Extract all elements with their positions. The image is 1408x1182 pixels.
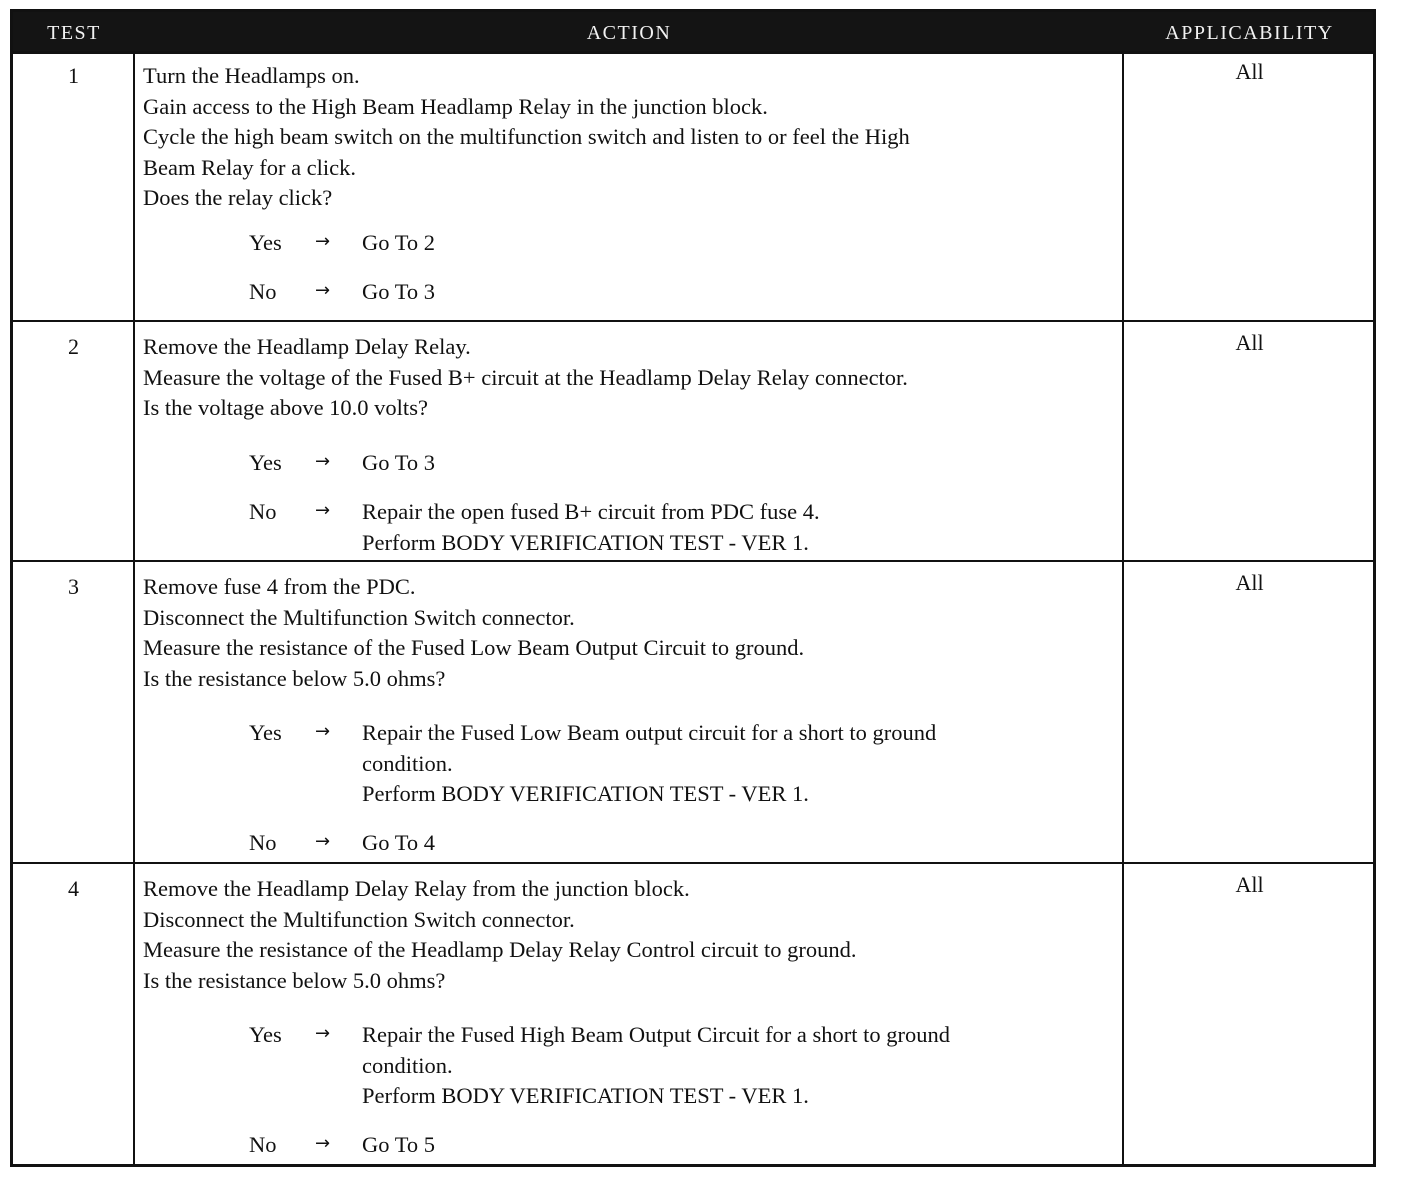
yes-answer [143, 448, 435, 479]
applicability-value: All [1235, 59, 1264, 84]
action-step: Beam Relay for a click. [143, 154, 357, 180]
no-answer-result [362, 277, 435, 308]
action-step: Measure the voltage of the Fused B+ circuit at the Headlamp Delay Relay connector. [143, 364, 908, 390]
yes-answer-label: Yes [249, 450, 282, 475]
yes-answer [143, 718, 936, 810]
result-line: condition. [362, 750, 453, 776]
action-cell [143, 51, 1121, 332]
arrow-icon: → [315, 500, 331, 521]
no-answer-result [362, 497, 820, 558]
arrow-icon: → [315, 831, 331, 852]
result-line: Go To 3 [362, 450, 436, 475]
header-applicability: APPLICABILITY [1165, 22, 1334, 44]
action-step: Remove fuse 4 from the PDC. [143, 574, 416, 599]
no-answer [143, 828, 435, 859]
yes-answer-result [362, 448, 435, 479]
table-row [13, 51, 1373, 322]
action-step: Gain access to the High Beam Headlamp Relay in the junction block. [143, 93, 768, 119]
no-answer-label: No [249, 279, 277, 304]
arrow-icon: → [315, 451, 331, 472]
yes-answer [143, 228, 435, 259]
arrow-icon: → [315, 1023, 331, 1044]
no-answer-label: No [249, 830, 277, 855]
action-step: Disconnect the Multifunction Switch connector. [143, 604, 575, 630]
yes-answer-label: Yes [249, 1022, 282, 1047]
yes-answer-result [362, 1020, 950, 1112]
yes-answer-label: Yes [249, 720, 282, 745]
no-answer [143, 277, 435, 308]
result-line: Repair the Fused High Beam Output Circuit for a short to ground [362, 1022, 951, 1047]
table-row [13, 322, 1373, 562]
result-line: Perform BODY VERIFICATION TEST - VER 1. [362, 529, 809, 555]
diagnostic-table [10, 9, 1376, 1167]
result-line: Perform BODY VERIFICATION TEST - VER 1. [362, 781, 809, 806]
result-line: Go To 5 [362, 1132, 436, 1157]
action-step: Turn the Headlamps on. [143, 63, 360, 88]
action-step: Remove the Headlamp Delay Relay. [143, 334, 471, 359]
applicability-value: All [1235, 872, 1264, 897]
action-cell [143, 562, 1121, 874]
applicability-value: All [1235, 570, 1264, 595]
result-line: Go To 4 [362, 830, 436, 855]
action-step: Is the resistance below 5.0 ohms? [143, 665, 446, 691]
no-answer-result [362, 1130, 435, 1161]
test-number: 1 [68, 63, 79, 88]
action-step: Does the relay click? [143, 185, 333, 210]
test-number: 4 [68, 876, 79, 901]
action-step: Cycle the high beam switch on the multifunction switch and listen to or feel the High [143, 124, 910, 149]
no-answer-label: No [249, 1132, 277, 1157]
applicability-value: All [1235, 330, 1264, 355]
no-answer [143, 1130, 435, 1161]
arrow-icon: → [315, 231, 331, 252]
yes-answer-result [362, 228, 435, 259]
action-step: Measure the resistance of the Fused Low Beam Output Circuit to ground. [143, 635, 805, 660]
table-row [13, 562, 1373, 864]
no-answer [143, 497, 820, 558]
arrow-icon: → [315, 721, 331, 742]
table-row [13, 864, 1373, 1164]
result-line: Go To 2 [362, 230, 436, 255]
header-action: ACTION [586, 22, 672, 44]
test-number: 2 [68, 334, 79, 359]
result-line: Repair the open fused B+ circuit from PDC fuse 4. [362, 499, 820, 524]
no-answer-result [362, 828, 435, 859]
yes-answer [143, 1020, 950, 1112]
action-cell [143, 322, 1121, 572]
action-step: Is the resistance below 5.0 ohms? [143, 967, 446, 993]
table-header [13, 12, 1373, 54]
action-cell [143, 864, 1121, 1174]
yes-answer-result [362, 718, 936, 810]
action-step: Disconnect the Multifunction Switch connector. [143, 906, 575, 932]
action-step: Is the voltage above 10.0 volts? [143, 395, 428, 420]
action-step: Remove the Headlamp Delay Relay from the junction block. [143, 876, 690, 901]
result-line: Go To 3 [362, 279, 436, 304]
no-answer-label: No [249, 499, 277, 524]
action-step: Measure the resistance of the Headlamp Delay Relay Control circuit to ground. [143, 937, 857, 962]
arrow-icon: → [315, 280, 331, 301]
header-test: TEST [47, 22, 101, 44]
result-line: condition. [362, 1052, 453, 1078]
arrow-icon: → [315, 1133, 331, 1154]
yes-answer-label: Yes [249, 230, 282, 255]
result-line: Repair the Fused Low Beam output circuit for a short to ground [362, 720, 937, 745]
result-line: Perform BODY VERIFICATION TEST - VER 1. [362, 1083, 809, 1108]
test-number: 3 [68, 574, 79, 599]
